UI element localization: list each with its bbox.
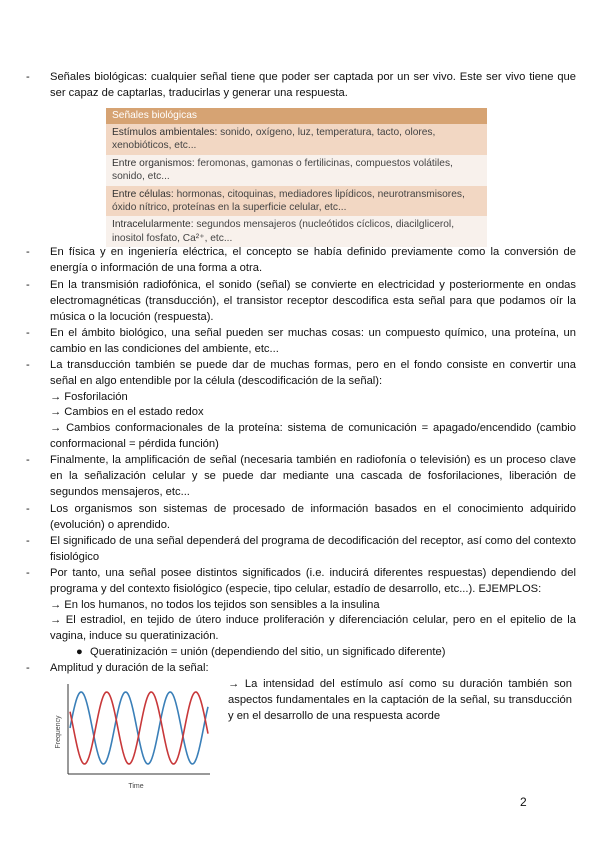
y-axis-label: Frequency [55, 715, 62, 749]
list-item [26, 326, 576, 358]
row-label: Estímulos ambientales: [112, 127, 218, 138]
sub-arrow-item: → Cambios en el estado redox [50, 406, 204, 419]
table-row [106, 186, 487, 217]
sub-arrow-item: → En los humanos, no todos los tejidos son sensibles a la insulina [50, 598, 380, 611]
row-text: sonido, oxígeno, luz, temperatura, tacto, olores, xenobióticos, etc... [112, 127, 436, 152]
list-dash: - [26, 503, 30, 515]
list-item [26, 502, 576, 534]
list-dash: - [26, 327, 30, 339]
table-row [106, 155, 487, 186]
row-text: feromonas, gamonas o fertilicinas, compuestos volátiles, sonido, etc... [112, 157, 453, 183]
list-item [26, 278, 576, 325]
list-dash: - [26, 246, 30, 258]
sub-arrow-item: → Cambios conformacionales de la proteína: sistema de comunicación = apagado/encendido (cambio conformacional = pérdida función) [50, 422, 576, 450]
bullet-dot-icon: ● [76, 645, 83, 658]
list-dash: - [26, 279, 30, 291]
x-axis-label: Time [128, 783, 144, 790]
list-item [26, 358, 576, 453]
table-header: Señales biológicas [106, 108, 487, 124]
list-dash: - [26, 535, 30, 547]
row-label: Intracelularmente: [112, 219, 194, 231]
list-item-text: En física y en ingeniería eléctrica, el concepto se había definido previamente como la conversión de energía o información de una forma a otra. [50, 246, 576, 274]
signals-table [106, 108, 487, 247]
list-item-text: Amplitud y duración de la señal: [50, 662, 209, 674]
list-item-text: Señales biológicas: cualquier señal tiene que poder ser captada por un ser vivo. Este ser vivo tiene que ser capaz de captarlas, traducirlas y generar una respuesta. [50, 71, 576, 99]
list-item-text: El significado de una señal dependerá del programa de decodificación del receptor, así como del contexto fisiológico [50, 535, 576, 563]
list-dash: - [26, 567, 30, 579]
list-dash: - [26, 662, 30, 674]
bullet-item [50, 645, 576, 661]
page-number: 2 [520, 795, 527, 809]
list-item-text [50, 358, 576, 453]
bullet-text: Queratinización = unión (dependiendo del sitio, un significado diferente) [90, 645, 446, 658]
row-label: Entre células: [112, 188, 174, 200]
row-label: Entre organismos: [112, 157, 195, 169]
list-item [26, 566, 576, 661]
list-item-text: Los organismos son sistemas de procesado de información basados en el conocimiento adquirido (evolución) o aprendido. [50, 503, 576, 531]
list-item [26, 70, 576, 102]
table-row [106, 216, 487, 247]
list-dash: - [26, 71, 30, 83]
table-row [106, 124, 487, 155]
list-item-text: En el ámbito biológico, una señal pueden ser muchas cosas: un compuesto químico, una proteína, un cambio en las condiciones del ambiente, etc... [50, 327, 576, 355]
list-dash: - [26, 454, 30, 466]
list-item [26, 245, 576, 277]
list-item-text: Finalmente, la amplificación de señal (necesaria también en radiofonía o televisión) es un proceso clave en la señalización celular y se puede dar mediante una cascada de fosforilaciones, liberación de segundos mensajeros, etc... [50, 454, 576, 498]
row-text: hormonas, citoquinas, mediadores lipídicos, neurotransmisores, óxido nítrico, proteínas en la superficie celular, etc... [112, 188, 465, 214]
list-item-body: La transducción también se puede dar de muchas formas, pero en el fondo consiste en convertir una señal en algo entendible por la célula (descodificación de la señal): [50, 359, 576, 387]
list-item-text: En la transmisión radiofónica, el sonido (señal) se convierte en electricidad y posteriormente en ondas electromagnéticas (transducción), el transistor receptor descodifica esta señal para que podamos oír la música o la locución (respuesta). [50, 279, 576, 323]
wave-figure [50, 680, 218, 792]
list-item [26, 661, 576, 677]
list-item [26, 534, 576, 566]
list-item-body: Por tanto, una señal posee distintos significados (i.e. inducirá diferentes respuestas) dependiendo del programa y del contexto fisiológico (especie, tipo celular, estadío de desarrollo, etc...). EJEMPLOS: [50, 567, 576, 595]
row-text: segundos mensajeros (nucleótidos cíclicos, diacilglicerol, inositol fosfato, Ca²⁺, etc... [112, 219, 455, 244]
sub-arrow-item: → Fosforilación [50, 390, 128, 403]
list-item [26, 453, 576, 500]
list-item-text [50, 566, 576, 661]
wave-description: → La intensidad del estímulo así como su duración también son aspectos fundamentales en la captación de la señal, su transducción y en el desarrollo de una respuesta acorde [228, 678, 572, 722]
list-dash: - [26, 359, 30, 371]
sub-arrow-item: → El estradiol, en tejido de útero induce proliferación y diferenciación celular, pero en el epitelio de la vagina, induce su queratinización. [50, 614, 576, 643]
